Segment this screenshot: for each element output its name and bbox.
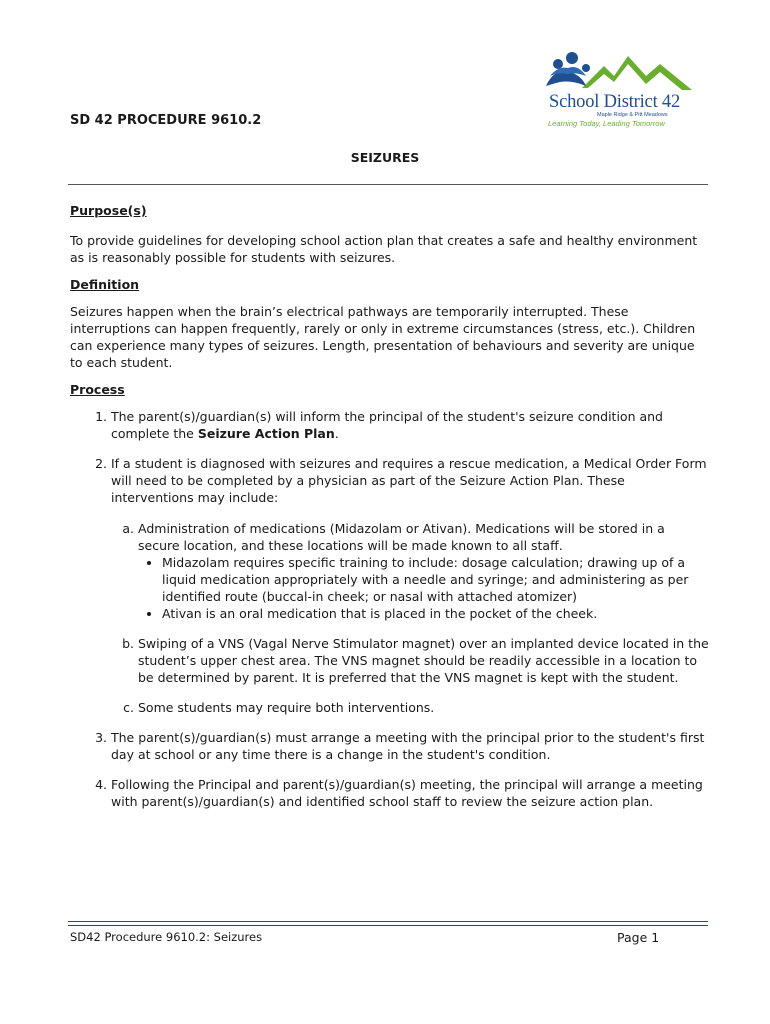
intervention-a-text: Administration of medications (Midazolam or Ativan). Medications will be stored in a secure location, and these locations will be made known to all staff. xyxy=(138,521,665,553)
process-steps xyxy=(70,408,710,810)
logo-subtitle: Maple Ridge & Pitt Meadows xyxy=(597,112,668,118)
logo-tagline: Learning Today, Leading Tomorrow xyxy=(548,119,665,128)
footer-divider xyxy=(68,921,708,926)
intervention-b: b. Swiping of a VNS (Vagal Nerve Stimulator magnet) over an implanted device located in the student’s upper chest area. The VNS magnet should be readily accessible in a location to be determined by parent. It is preferred that the VNS magnet is kept with the student. xyxy=(138,635,710,686)
process-step-2 xyxy=(111,455,710,716)
footer-page-number: Page 1 xyxy=(617,930,660,945)
process-step-3: 3. The parent(s)/guardian(s) must arrange a meeting with the principal prior to the student's first day at school or any time there is a change in the student's condition. xyxy=(111,729,710,763)
header-divider xyxy=(68,184,708,185)
school-district-logo xyxy=(542,46,702,130)
bullet-ativan: • Ativan is an oral medication that is placed in the pocket of the cheek. xyxy=(162,605,710,622)
seizure-action-plan-label: Seizure Action Plan xyxy=(197,426,335,441)
document-id: SD 42 PROCEDURE 9610.2 xyxy=(70,113,262,128)
process-heading: Process xyxy=(70,382,125,397)
definition-text: Seizures happen when the brain’s electrical pathways are temporarily interrupted. These interruptions can happen frequently, rarely or only in extreme circumstances (stress, etc.). Children can experience many types of seizures. Length, presentation of behaviours and severity are unique to each student. xyxy=(70,304,696,370)
document-body xyxy=(70,202,710,823)
footer-document-name: SD42 Procedure 9610.2: Seizures xyxy=(70,930,263,944)
process-step-1: 1. The parent(s)/guardian(s) will inform the principal of the student's seizure condition and complete the Seizure Action Plan. xyxy=(111,408,710,442)
bullet-midazolam: • Midazolam requires specific training to include: dosage calculation; drawing up of a liquid medication appropriately with a needle and syringe; and administering as per identified route (buccal-in cheek; or nasal with attached atomizer) xyxy=(162,554,710,605)
intervention-c: c. Some students may require both interventions. xyxy=(138,699,710,716)
intervention-list xyxy=(111,520,710,716)
logo-name: School District 42 xyxy=(549,92,681,112)
process-step-2-text: If a student is diagnosed with seizures and requires a rescue medication, a Medical Order Form will need to be completed by a physician as part of the Seizure Action Plan. These interventions may include: xyxy=(111,456,707,505)
purpose-text: To provide guidelines for developing school action plan that creates a safe and healthy environment as is reasonably possible for students with seizures. xyxy=(70,233,698,265)
intervention-a xyxy=(138,520,710,622)
purpose-heading: Purpose(s) xyxy=(70,203,147,218)
medication-bullets xyxy=(138,554,710,622)
page-title: SEIZURES xyxy=(350,150,420,165)
definition-heading: Definition xyxy=(70,277,140,292)
process-step-4: 4. Following the Principal and parent(s)/guardian(s) meeting, the principal will arrange a meeting with parent(s)/guardian(s) and identified school staff to review the seizure action plan. xyxy=(111,776,710,810)
logo-mark-icon xyxy=(542,46,702,96)
